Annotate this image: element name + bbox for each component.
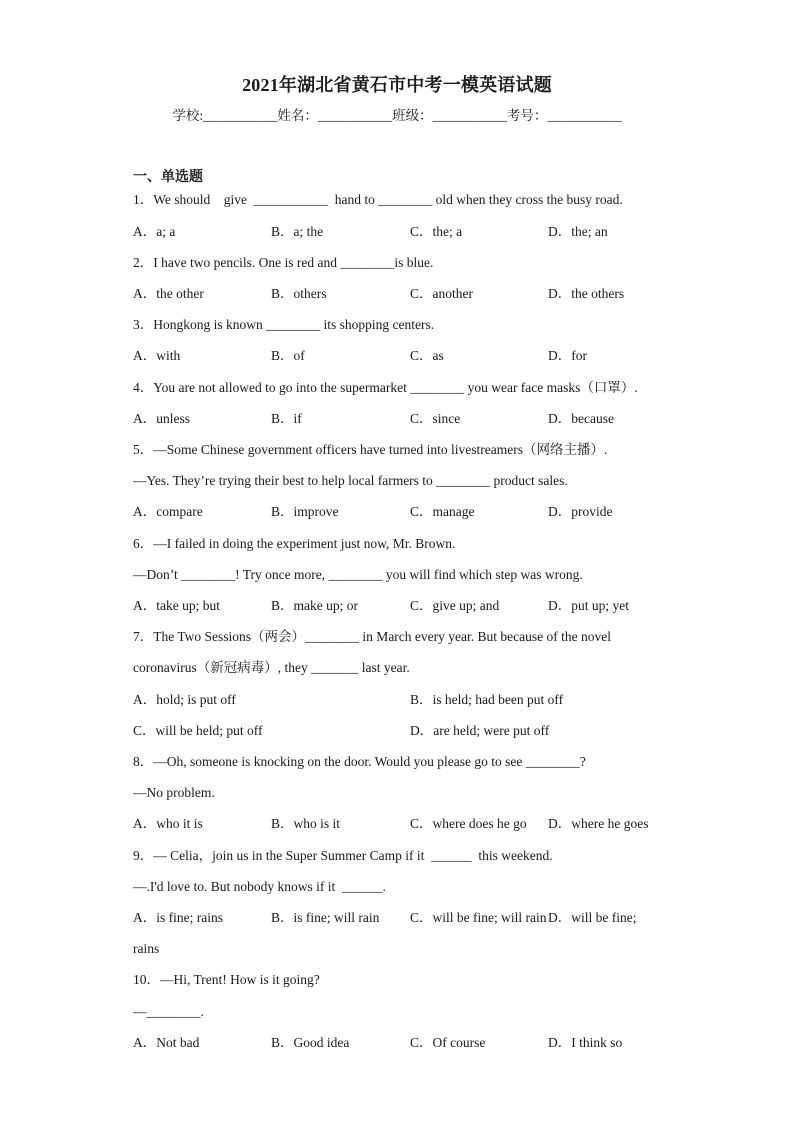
q10-option-d: D．I think so <box>548 1035 623 1050</box>
q3-option-b: B．of <box>271 348 305 363</box>
q6-option-d: D．put up; yet <box>548 598 629 613</box>
question-5-stem-line-2: —Yes. They’re trying their best to help local farmers to ________ product sales. <box>133 473 568 488</box>
q6-option-a: A．take up; but <box>133 598 220 613</box>
question-4-stem: 4．You are not allowed to go into the supermarket ________ you wear face masks（口罩）. <box>133 380 638 395</box>
question-9-stem: 9．— Celia，join us in the Super Summer Camp if it ______ this weekend. <box>133 848 553 863</box>
q8-option-a: A．who it is <box>133 816 203 831</box>
q8-option-c: C．where does he go <box>410 816 527 831</box>
q4-option-d: D．because <box>548 411 614 426</box>
q3-option-d: D．for <box>548 348 587 363</box>
q9-option-c: C．will be fine; will rain <box>410 910 547 925</box>
q4-option-b: B．if <box>271 411 302 426</box>
q6-option-b: B．make up; or <box>271 598 358 613</box>
q1-option-b: B．a; the <box>271 224 324 239</box>
q5-option-c: C．manage <box>410 504 475 519</box>
section-title: 一、单选题 <box>133 170 203 185</box>
question-7-stem: 7．The Two Sessions（两会）________ in March every year. But because of the novel <box>133 629 611 644</box>
question-8-stem-line-2: —No problem. <box>133 785 215 800</box>
q7-option-c: C．will be held; put off <box>133 723 263 738</box>
q4-option-a: A．unless <box>133 411 190 426</box>
q4-option-c: C．since <box>410 411 461 426</box>
question-1-stem: 1．We should give ___________ hand to ________ old when they cross the busy road. <box>133 192 623 207</box>
q5-option-b: B．improve <box>271 504 339 519</box>
question-9-stem-line-2: —.I'd love to. But nobody knows if it ______. <box>133 879 386 894</box>
question-10-stem: 10．—Hi, Trent! How is it going? <box>133 972 320 987</box>
q2-option-d: D．the others <box>548 286 625 301</box>
q3-option-c: C．as <box>410 348 444 363</box>
question-6-stem-line-2: —Don’t ________! Try once more, ________ you will find which step was wrong. <box>133 567 583 582</box>
q5-option-a: A．compare <box>133 504 203 519</box>
q5-option-d: D．provide <box>548 504 613 519</box>
question-3-stem: 3．Hongkong is known ________ its shopping centers. <box>133 317 435 332</box>
q8-option-b: B．who is it <box>271 816 341 831</box>
question-10-stem-line-2: —________. <box>133 1004 204 1019</box>
q7-option-b: B．is held; had been put off <box>410 692 564 707</box>
q9-option-b: B．is fine; will rain <box>271 910 380 925</box>
q7-option-d: D．are held; were put off <box>410 723 550 738</box>
q1-option-a: A．a; a <box>133 224 176 239</box>
q10-option-b: B．Good idea <box>271 1035 350 1050</box>
q9-option-d-continued: rains <box>133 941 160 956</box>
q7-option-a: A．hold; is put off <box>133 692 236 707</box>
question-7-stem-line-2: coronavirus（新冠病毒）, they _______ last year. <box>133 660 410 675</box>
question-8-stem: 8．—Oh, someone is knocking on the door. Would you please go to see ________? <box>133 754 586 769</box>
q6-option-c: C．give up; and <box>410 598 500 613</box>
q2-option-a: A．the other <box>133 286 204 301</box>
q9-option-d: D．will be fine; <box>548 910 637 925</box>
exam-title: 2021年湖北省黄石市中考一模英语试题 <box>242 75 552 95</box>
q10-option-c: C．Of course <box>410 1035 486 1050</box>
q2-option-c: C．another <box>410 286 473 301</box>
q9-option-a: A．is fine; rains <box>133 910 223 925</box>
q1-option-c: C．the; a <box>410 224 463 239</box>
q2-option-b: B．others <box>271 286 327 301</box>
q1-option-d: D．the; an <box>548 224 608 239</box>
question-6-stem: 6．—I failed in doing the experiment just now, Mr. Brown. <box>133 536 456 551</box>
student-info-line: 学校:___________姓名：___________班级：___________考号：___________ <box>172 108 622 123</box>
q8-option-d: D．where he goes <box>548 816 649 831</box>
q3-option-a: A．with <box>133 348 181 363</box>
question-5-stem: 5．—Some Chinese government officers have turned into livestreamers（网络主播）. <box>133 442 608 457</box>
question-2-stem: 2．I have two pencils. One is red and ________is blue. <box>133 255 434 270</box>
q10-option-a: A．Not bad <box>133 1035 200 1050</box>
